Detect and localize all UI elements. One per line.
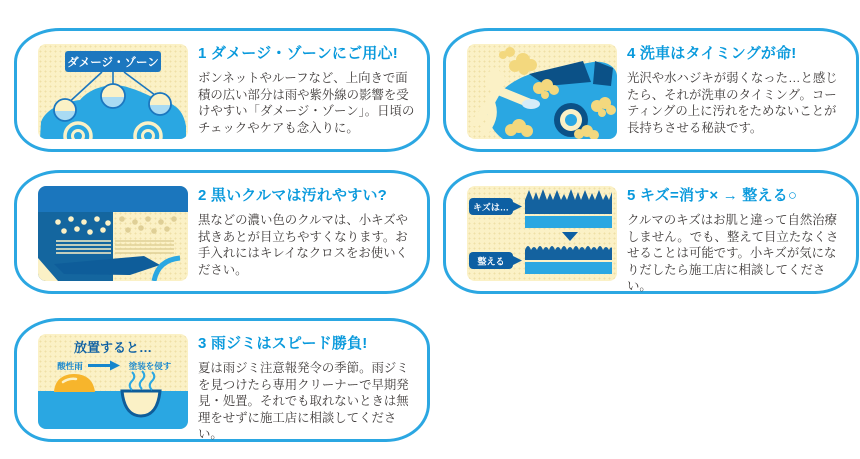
scratch-profile-smooth: [525, 246, 612, 274]
tip-3-body: 夏は雨ジミ注意報発令の季節。雨ジミを見つけたら専用クリーナーで早期発見・処置。それでも取れないときは無理をせずに施工店に相談してください。: [198, 361, 409, 442]
tip-card-4: [443, 28, 859, 152]
tip-3-title: 3 雨ジミはスピード勝負!: [198, 335, 368, 352]
tip-card-5: [443, 170, 859, 294]
if-left-alone-headline: 放置すると…: [73, 340, 153, 355]
car-washing-illustration: [467, 44, 617, 139]
arrow-right-icon: [88, 361, 120, 371]
tip-1-illustration: [38, 44, 188, 139]
tip-1-title: 1 ダメージ・ゾーンにご用心!: [198, 45, 398, 62]
arrow-down-icon: [562, 232, 578, 241]
tip-5-title: 5 キズ=消す× → 整える○: [627, 187, 798, 204]
tip-2-illustration: [38, 186, 188, 281]
tip-4-text: [627, 42, 844, 136]
label-totonoeru: [469, 252, 522, 269]
damage-zone-banner-label: ダメージ・ゾーン: [67, 57, 159, 69]
acid-rain-label: 酸性雨: [57, 361, 83, 371]
tip-card-2: [14, 170, 430, 294]
tip-4-illustration: [467, 44, 617, 139]
tip-1-body: ボンネットやルーフなど、上向きで面積の広い部分は雨や紫外線の影響を受けやすい「ダメージ・ゾーン」。日頃のチェックやケアも念入りに。: [198, 71, 415, 135]
tip-5-body: クルマのキズはお肌と違って自然治療しません。でも、整えて目立たなくさせることは可能です。小キズが気になりだしたら施工店に相談してください。: [627, 213, 839, 294]
label-kizuwa: [469, 198, 522, 215]
tip-3-text: [198, 332, 415, 443]
scratch-profile-illustration: [467, 186, 617, 281]
kizuwa-label-text: キズは…: [473, 202, 509, 213]
sponge-icon: [522, 99, 540, 109]
dirt-dots-light: [119, 216, 177, 234]
tip-card-3: [14, 318, 430, 442]
tip-2-body: 黒などの濃い色のクルマは、小キズや拭きあとが目立ちやすくなります。お手入れにはキレイなクロスをお使いください。: [198, 213, 409, 277]
side-window: [593, 61, 613, 86]
tip-3-illustration: [38, 334, 188, 429]
acid-rain-damage-illustration: [38, 334, 188, 429]
window-band: [38, 186, 188, 212]
tip-2-text: [198, 184, 415, 278]
tip-5-text: [627, 184, 844, 295]
tip-4-title: 4 洗車はタイミングが命!: [627, 45, 797, 62]
tip-5-illustration: [467, 186, 617, 281]
attacks-paint-label: 塗装を侵す: [128, 361, 172, 371]
tip-4-body: 光沢や水ハジキが弱くなった…と感じたら、それが洗車のタイミング。コーティングの上に汚れをためないことが長持ちさせる秘訣です。: [627, 71, 838, 135]
wipe-lines-light: [115, 241, 174, 253]
paint-surface: [38, 391, 188, 429]
dark-vs-light-panel-illustration: [38, 186, 188, 281]
wheel-arch-curve: [154, 258, 180, 281]
totonoeru-label-text: 整える: [477, 256, 505, 267]
scratch-profile-rough: [525, 189, 612, 228]
tip-2-title: 2 黒いクルマは汚れやすい?: [198, 187, 388, 204]
acid-rain-droplet-icon: [54, 374, 95, 392]
tip-1-text: [198, 42, 415, 136]
tip-card-1: [14, 28, 430, 152]
corrosion-steam-lines: [130, 371, 155, 390]
damage-zone-illustration: [38, 44, 188, 139]
